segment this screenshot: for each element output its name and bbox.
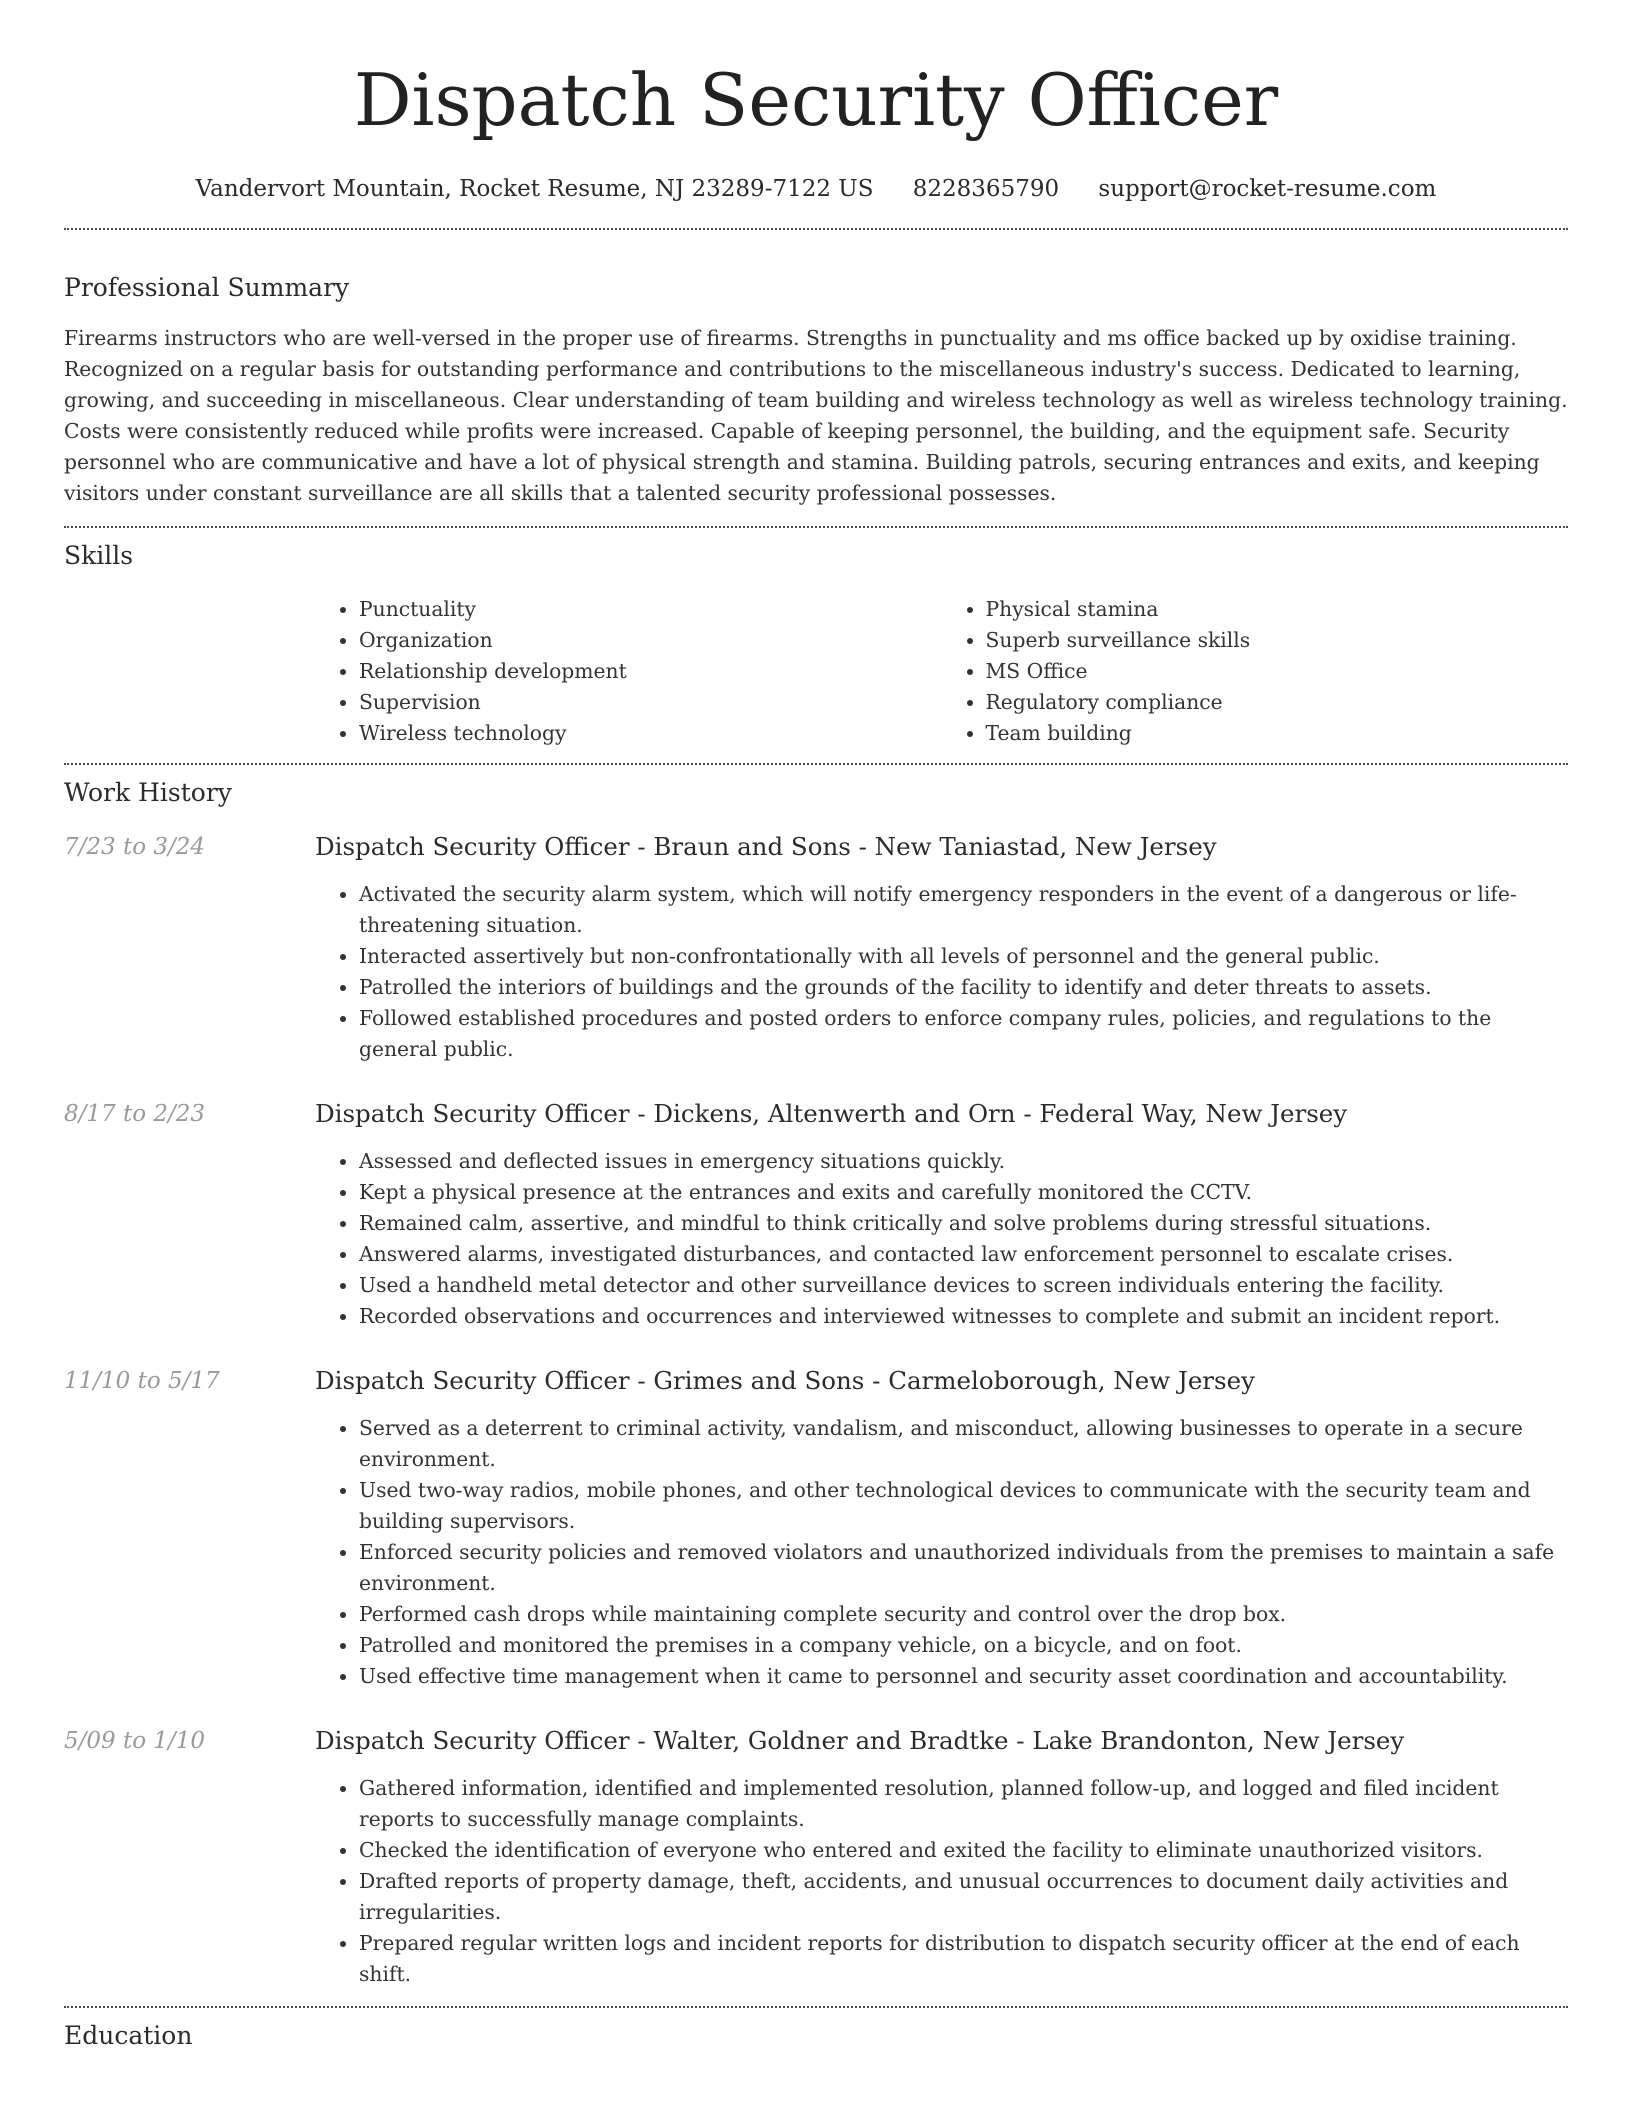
job-bullets xyxy=(315,879,1568,1065)
section-divider xyxy=(64,2006,1568,2008)
resume-name: Dispatch Security Officer xyxy=(353,58,1279,142)
skill-item: • Relationship development xyxy=(359,656,942,687)
job-dates: 11/10 to 5/17 xyxy=(64,1368,220,1394)
summary-text: Firearms instructors who are well-versed in the proper use of firearms. Strengths in punctuality and ms office backed up by oxidise training. Recognized on a regular basis for outstanding performance and contributions to the miscellaneous industry's success. Dedicated to learning, growing, and succeeding in miscellaneous. Clear understanding of team building and wireless technology as well as wireless technology training. Costs were consistently reduced while profits were increased. Capable of keeping personnel, the building, and the equipment safe. Security personnel who are communicative and have a lot of physical strength and stamina. Building patrols, securing entrances and exits, and keeping visitors under constant surveillance are all skills that a talented security professional possesses. xyxy=(64,326,1568,505)
contact-address: Vandervort Mountain, Rocket Resume, NJ 23289-7122 US xyxy=(195,176,874,202)
job-bullet: • Used a handheld metal detector and other surveillance devices to screen individuals entering the facility. xyxy=(359,1270,1568,1301)
job-bullet: • Prepared regular written logs and incident reports for distribution to dispatch security officer at the end of each shift. xyxy=(359,1928,1568,1990)
job-bullet: • Followed established procedures and posted orders to enforce company rules, policies, and regulations to the general public. xyxy=(359,1003,1568,1065)
job-title: Dispatch Security Officer - Walter, Goldner and Bradtke - Lake Brandonton, New Jersey xyxy=(315,1726,1405,1755)
skills-heading: Skills xyxy=(64,541,134,570)
skill-item: • Regulatory compliance xyxy=(986,687,1569,718)
job-title: Dispatch Security Officer - Grimes and Sons - Carmeloborough, New Jersey xyxy=(315,1366,1255,1395)
job-bullet: • Checked the identification of everyone who entered and exited the facility to eliminate unauthorized visitors. xyxy=(359,1835,1568,1866)
job-bullet: • Assessed and deflected issues in emergency situations quickly. xyxy=(359,1146,1568,1177)
job-bullet: • Interacted assertively but non-confrontationally with all levels of personnel and the general public. xyxy=(359,941,1568,972)
job-dates: 7/23 to 3/24 xyxy=(64,834,206,860)
job-body xyxy=(315,1365,1568,1692)
job-entry xyxy=(64,1098,1568,1332)
job-body xyxy=(315,831,1568,1065)
skill-item: • Organization xyxy=(359,625,942,656)
contact-phone: 8228365790 xyxy=(912,176,1060,202)
job-bullet: • Activated the security alarm system, which will notify emergency responders in the event of a dangerous or life-threatening situation. xyxy=(359,879,1568,941)
section-divider xyxy=(64,228,1568,230)
job-entry xyxy=(64,831,1568,1065)
skill-item: • Supervision xyxy=(359,687,942,718)
skills-list-right xyxy=(942,594,1569,749)
job-bullets xyxy=(315,1773,1568,1990)
skill-item: • MS Office xyxy=(986,656,1569,687)
skill-item: • Team building xyxy=(986,718,1569,749)
summary-heading: Professional Summary xyxy=(64,273,350,302)
job-bullet: • Used effective time management when it came to personnel and security asset coordination and accountability. xyxy=(359,1661,1568,1692)
section-divider xyxy=(64,526,1568,528)
education-heading: Education xyxy=(64,2021,193,2050)
job-bullet: • Performed cash drops while maintaining complete security and control over the drop box. xyxy=(359,1599,1568,1630)
skill-item: • Physical stamina xyxy=(986,594,1569,625)
skill-item: • Wireless technology xyxy=(359,718,942,749)
job-bullet: • Used two-way radios, mobile phones, and other technological devices to communicate with the security team and building supervisors. xyxy=(359,1475,1568,1537)
job-bullet: • Kept a physical presence at the entrances and exits and carefully monitored the CCTV. xyxy=(359,1177,1568,1208)
job-bullet: • Remained calm, assertive, and mindful to think critically and solve problems during stressful situations. xyxy=(359,1208,1568,1239)
job-bullets xyxy=(315,1146,1568,1332)
skills-grid xyxy=(315,594,1568,749)
job-bullet: • Enforced security policies and removed violators and unauthorized individuals from the premises to maintain a safe environment. xyxy=(359,1537,1568,1599)
skills-list-left xyxy=(315,594,942,749)
job-bullet: • Patrolled and monitored the premises in a company vehicle, on a bicycle, and on foot. xyxy=(359,1630,1568,1661)
job-title: Dispatch Security Officer - Braun and Sons - New Taniastad, New Jersey xyxy=(315,832,1217,861)
job-bullet: • Drafted reports of property damage, theft, accidents, and unusual occurrences to document daily activities and irregularities. xyxy=(359,1866,1568,1928)
job-bullet: • Gathered information, identified and implemented resolution, planned follow-up, and logged and filed incident reports to successfully manage complaints. xyxy=(359,1773,1568,1835)
job-dates: 5/09 to 1/10 xyxy=(64,1728,206,1754)
job-bullets xyxy=(315,1413,1568,1692)
job-bullet: • Patrolled the interiors of buildings and the grounds of the facility to identify and deter threats to assets. xyxy=(359,972,1568,1003)
job-entry xyxy=(64,1725,1568,1990)
contact-line xyxy=(64,174,1568,204)
contact-email: support@rocket-resume.com xyxy=(1098,176,1437,202)
job-body xyxy=(315,1725,1568,1990)
job-title: Dispatch Security Officer - Dickens, Altenwerth and Orn - Federal Way, New Jersey xyxy=(315,1099,1348,1128)
job-dates: 8/17 to 2/23 xyxy=(64,1101,206,1127)
skill-item: • Superb surveillance skills xyxy=(986,625,1569,656)
job-bullet: • Served as a deterrent to criminal activity, vandalism, and misconduct, allowing businesses to operate in a secure environment. xyxy=(359,1413,1568,1475)
job-body xyxy=(315,1098,1568,1332)
job-bullet: • Recorded observations and occurrences and interviewed witnesses to complete and submit an incident report. xyxy=(359,1301,1568,1332)
job-bullet: • Answered alarms, investigated disturbances, and contacted law enforcement personnel to escalate crises. xyxy=(359,1239,1568,1270)
skill-item: • Punctuality xyxy=(359,594,942,625)
work-history-heading: Work History xyxy=(64,778,232,807)
section-divider xyxy=(64,763,1568,765)
job-entry xyxy=(64,1365,1568,1692)
